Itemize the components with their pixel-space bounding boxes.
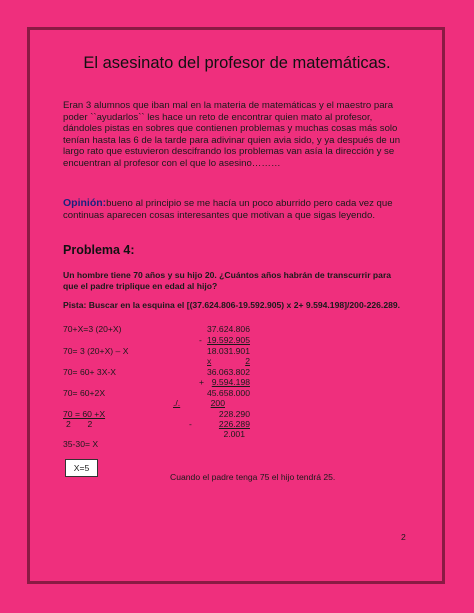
problem-question: Un hombre tiene 70 años y su hijo 20. ¿Cuántos años habrán de transcurrir para que el padre triplique en edad al hijo? xyxy=(63,270,392,291)
equation-line: 70= 60+2X xyxy=(63,388,106,398)
calc-number: 36.063.802 xyxy=(206,367,250,377)
calc-number: 9.594.198 xyxy=(211,377,250,387)
calc-operator: - xyxy=(199,335,202,345)
calc-number: 19.592.905 xyxy=(206,335,250,345)
calc-operator: + xyxy=(199,377,205,387)
problem-title: Problema 4: xyxy=(63,243,135,257)
opinion-text: bueno al principio se me hacía un poco aburrido pero cada vez que continuas aparecen cosas interesantes que motivan a que sigas leyendo. xyxy=(63,198,393,221)
calc-number: 2.001 xyxy=(223,429,245,439)
problem-hint: Pista: Buscar en la esquina el [(37.624.806-19.592.905) x 2+ 9.594.198]/200-226.289. xyxy=(63,300,401,310)
calc-operator: ./. xyxy=(173,398,181,408)
equation-line: 70= 60+ 3X-X xyxy=(63,367,117,377)
equation-line: 35-30= X xyxy=(63,439,99,449)
calc-number: 45.658.000 xyxy=(206,388,250,398)
intro-paragraph: Eran 3 alumnos que iban mal en la materia de matemáticas y el maestro para poder ``ayudarlos`` les hace un reto de encontrar quien mato al profesor, dándoles pistas en sobres que contienen problemas y muchas cosas más solo tenían hasta las 6 de la tarde para adivinar quien avia sido, y ya después de un largo rato que estuvieron descifrando los problemas van asía la dirección y se encuentran al profesor con el que lo asesino……… xyxy=(63,100,401,169)
calc-number: 228.290 xyxy=(218,409,250,419)
answer-box: X=5 xyxy=(65,459,98,477)
page-title: El asesinato del profesor de matemáticas. xyxy=(83,54,391,72)
opinion-label: Opinión: xyxy=(63,197,107,209)
opinion-paragraph xyxy=(63,198,408,221)
calc-operator: - xyxy=(189,419,192,429)
conclusion-text: Cuando el padre tenga 75 el hijo tendrá 25. xyxy=(170,472,336,482)
calc-operator: x xyxy=(207,356,212,366)
page-number: 2 xyxy=(401,532,406,542)
equation-line: 70= 3 (20+X) – X xyxy=(63,346,129,356)
equation-line: 2 2 xyxy=(66,419,93,429)
calc-number: 226.289 xyxy=(218,419,250,429)
equation-line: 70+X=3 (20+X) xyxy=(63,324,122,334)
equation-line: 70 = 60 +X xyxy=(63,409,106,419)
calc-number: 37.624.806 xyxy=(206,324,250,334)
calc-number: 18.031.901 xyxy=(206,346,250,356)
calc-number: 200 xyxy=(210,398,225,408)
calc-number: 2 xyxy=(245,356,250,366)
